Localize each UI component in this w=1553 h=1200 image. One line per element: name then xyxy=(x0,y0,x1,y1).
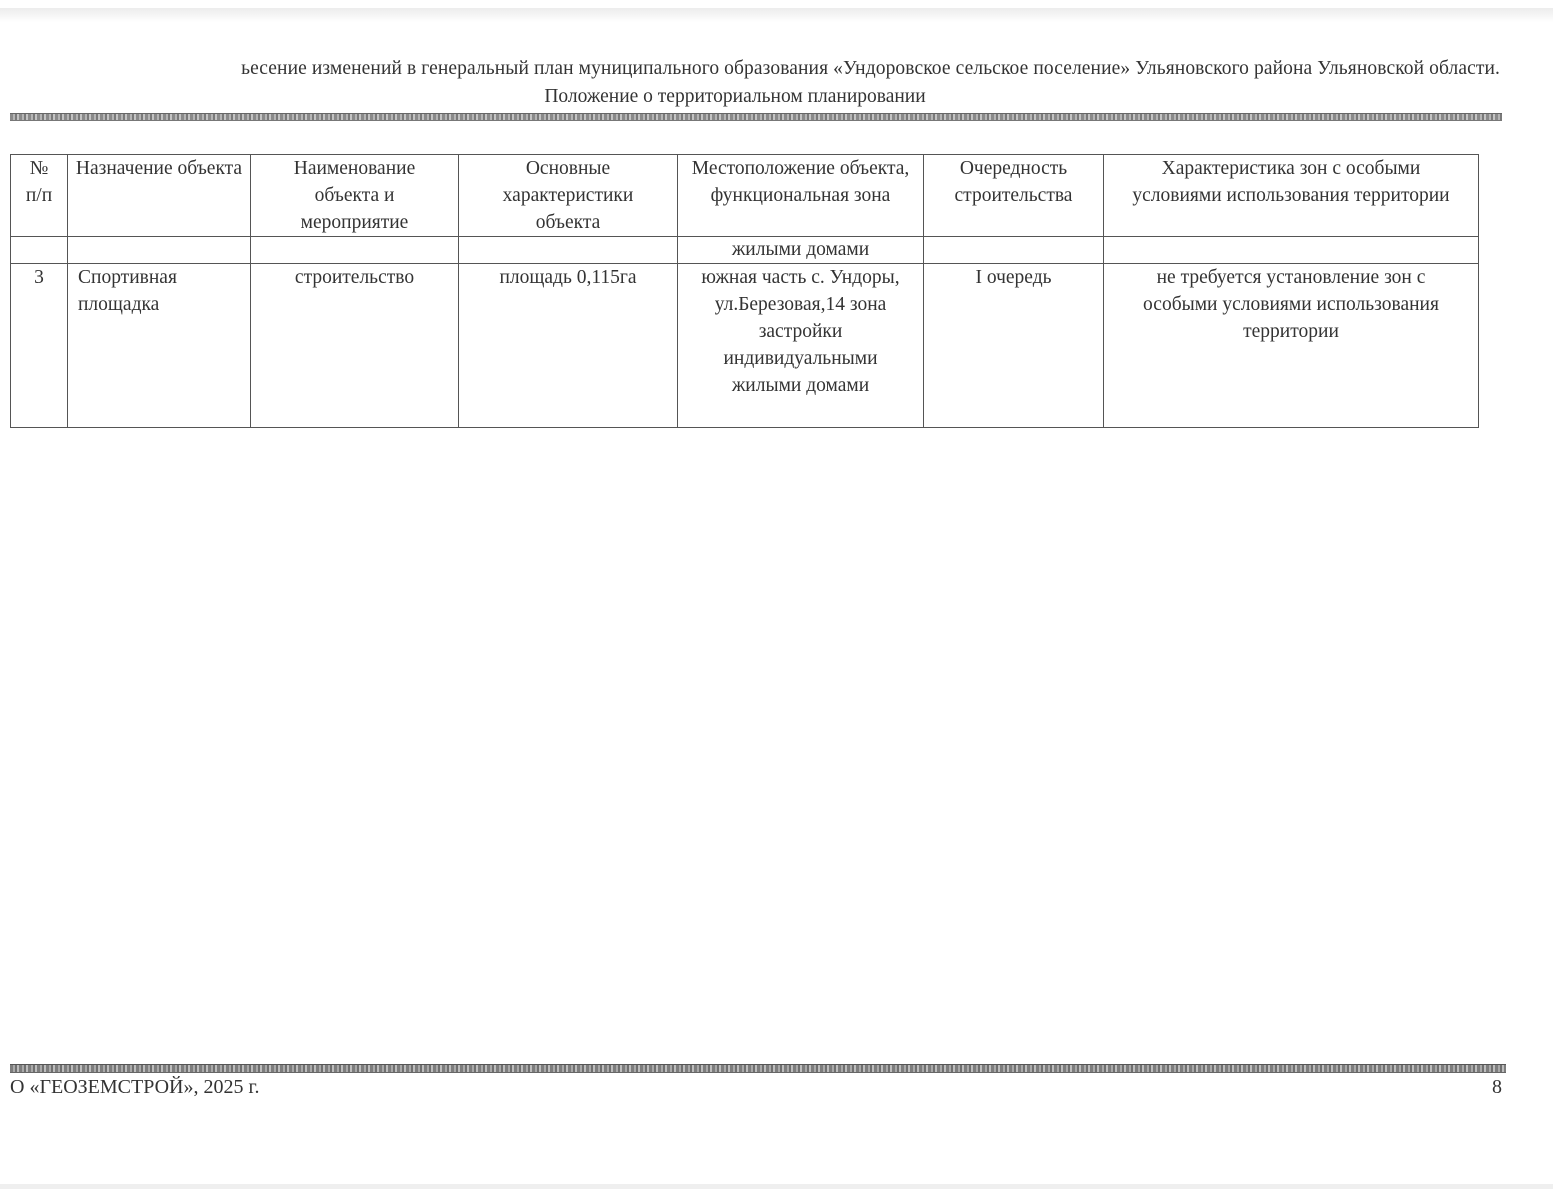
column-header: Назначение объекта xyxy=(68,155,251,237)
objects-table xyxy=(10,154,1479,428)
page-number: 8 xyxy=(1492,1076,1502,1098)
footer-company: О «ГЕОЗЕМСТРОЙ», 2025 г. xyxy=(10,1076,260,1098)
header-rule xyxy=(10,113,1502,121)
table-cell xyxy=(68,237,251,264)
table-cell: жилыми домами xyxy=(678,237,924,264)
column-header: № п/п xyxy=(11,155,68,237)
footer-rule xyxy=(10,1064,1506,1073)
object-characteristics: площадь 0,115га xyxy=(459,264,678,428)
column-header: Местоположение объекта, функциональная зона xyxy=(678,155,924,237)
column-header: Очередность строительства xyxy=(924,155,1104,237)
document-subtitle: Положение о территориальном планировании xyxy=(544,86,926,107)
column-header: Наименование объекта и мероприятие xyxy=(251,155,459,237)
scan-edge-bottom xyxy=(0,1184,1553,1189)
table-cell xyxy=(924,237,1104,264)
table-carry-over-row xyxy=(11,237,1479,264)
column-header: Основные характеристики объекта xyxy=(459,155,678,237)
document-title: ьесение изменений в генеральный план муниципального образования «Ундоровское сельское поселение» Ульяновского района Ульяновской области. xyxy=(241,58,1500,79)
scan-edge-top xyxy=(0,8,1553,22)
object-purpose: Спортивная площадка xyxy=(68,264,251,428)
column-header: Характеристика зон с особыми условиями использования территории xyxy=(1104,155,1479,237)
object-name: строительство xyxy=(251,264,459,428)
object-location: южная часть с. Ундоры, ул.Березовая,14 зона застройки индивидуальными жилыми домами xyxy=(678,264,924,428)
zone-characteristics: не требуется установление зон с особыми условиями использования территории xyxy=(1104,264,1479,428)
table-row xyxy=(11,264,1479,428)
row-number: 3 xyxy=(11,264,68,428)
table-cell xyxy=(1104,237,1479,264)
table-cell xyxy=(251,237,459,264)
table-cell xyxy=(459,237,678,264)
table-cell xyxy=(11,237,68,264)
table-header-row xyxy=(11,155,1479,237)
construction-priority: I очередь xyxy=(924,264,1104,428)
